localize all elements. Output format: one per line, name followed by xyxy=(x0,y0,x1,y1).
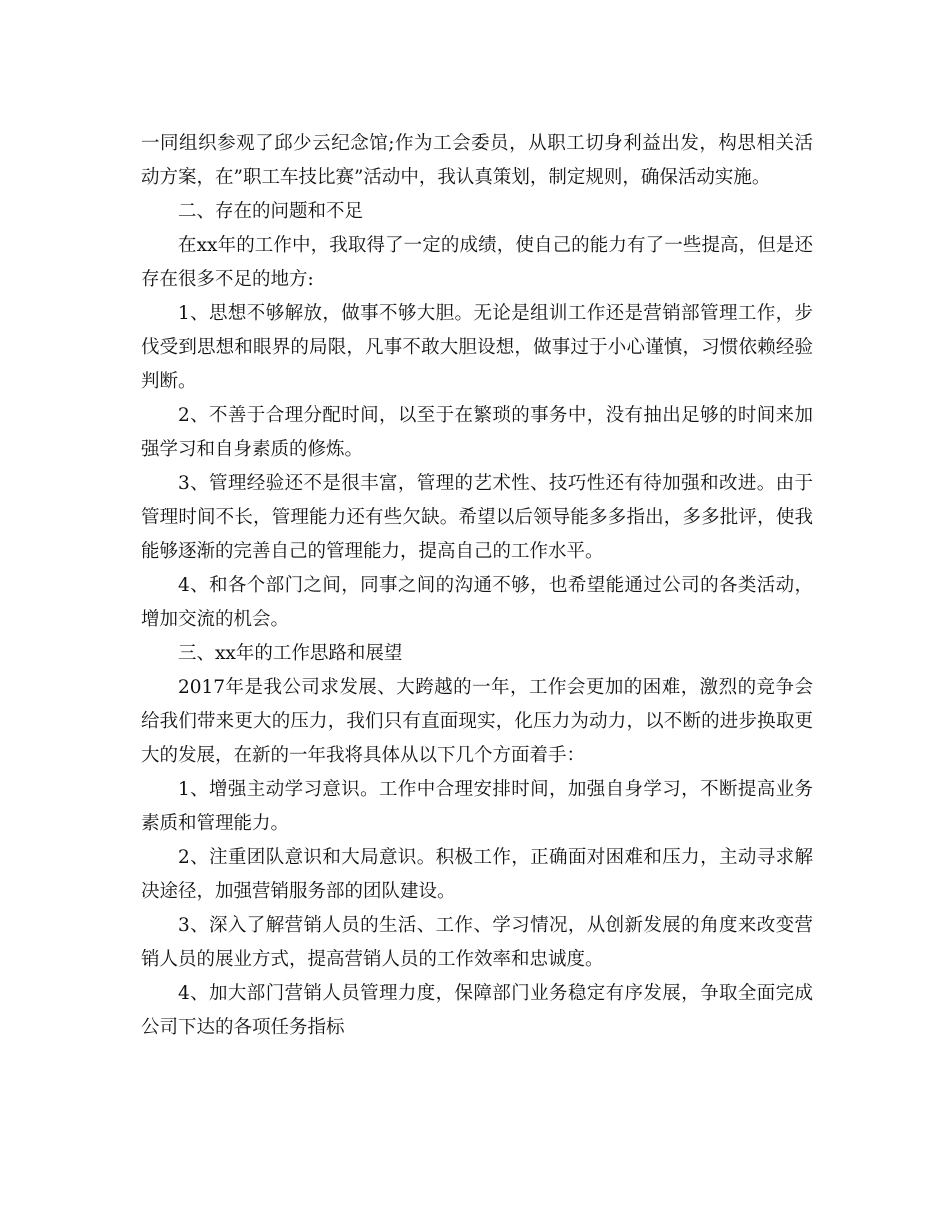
list-item-plan-4: 4、加大部门营销人员管理力度，保障部门业务稳定有序发展，争取全面完成公司下达的各项任务指标 xyxy=(141,983,813,1038)
list-item-plan-1: 1、增强主动学习意识。工作中合理安排时间，加强自身学习，不断提高业务素质和管理能力。 xyxy=(141,779,813,834)
list-item-shortcoming-1: 1、思想不够解放，做事不够大胆。无论是组训工作还是营销部管理工作，步伐受到思想和眼界的局限，凡事不敢大胆设想，做事过于小心谨慎，习惯依赖经验判断。 xyxy=(141,303,813,392)
section-heading-problems: 二、存在的问题和不足 xyxy=(178,201,364,222)
list-item-shortcoming-2: 2、不善于合理分配时间，以至于在繁琐的事务中，没有抽出足够的时间来加强学习和自身素质的修炼。 xyxy=(141,405,813,460)
paragraph-intro-shortcomings: 在xx年的工作中，我取得了一定的成绩，使自己的能力有了一些提高，但是还存在很多不足的地方: xyxy=(141,235,813,290)
list-item-shortcoming-4: 4、和各个部门之间，同事之间的沟通不够，也希望能通过公司的各类活动，增加交流的机会。 xyxy=(141,575,813,630)
section-heading-outlook: 三、xx年的工作思路和展望 xyxy=(178,643,403,664)
list-item-plan-3: 3、深入了解营销人员的生活、工作、学习情况，从创新发展的角度来改变营销人员的展业方式，提高营销人员的工作效率和忠诚度。 xyxy=(141,915,813,970)
list-item-shortcoming-3: 3、管理经验还不是很丰富，管理的艺术性、技巧性还有待加强和改进。由于管理时间不长，管理能力还有些欠缺。希望以后领导能多多指出，多多批评，使我能够逐渐的完善自己的管理能力，提高自己的工作水平。 xyxy=(141,473,813,562)
paragraph-intro-outlook: 2017年是我公司求发展、大跨越的一年，工作会更加的困难，激烈的竞争会给我们带来更大的压力，我们只有直面现实，化压力为动力，以不断的进步换取更大的发展，在新的一年我将具体从以下几个方面着手： xyxy=(141,677,813,766)
paragraph-continuation: 一同组织参观了邱少云纪念馆;作为工会委员，从职工切身利益出发，构思相关活动方案，在”职工车技比赛”活动中，我认真策划，制定规则，确保活动实施。 xyxy=(141,133,813,188)
document-body xyxy=(141,127,813,1045)
list-item-plan-2: 2、注重团队意识和大局意识。积极工作，正确面对困难和压力，主动寻求解决途径，加强营销服务部的团队建设。 xyxy=(141,847,813,902)
